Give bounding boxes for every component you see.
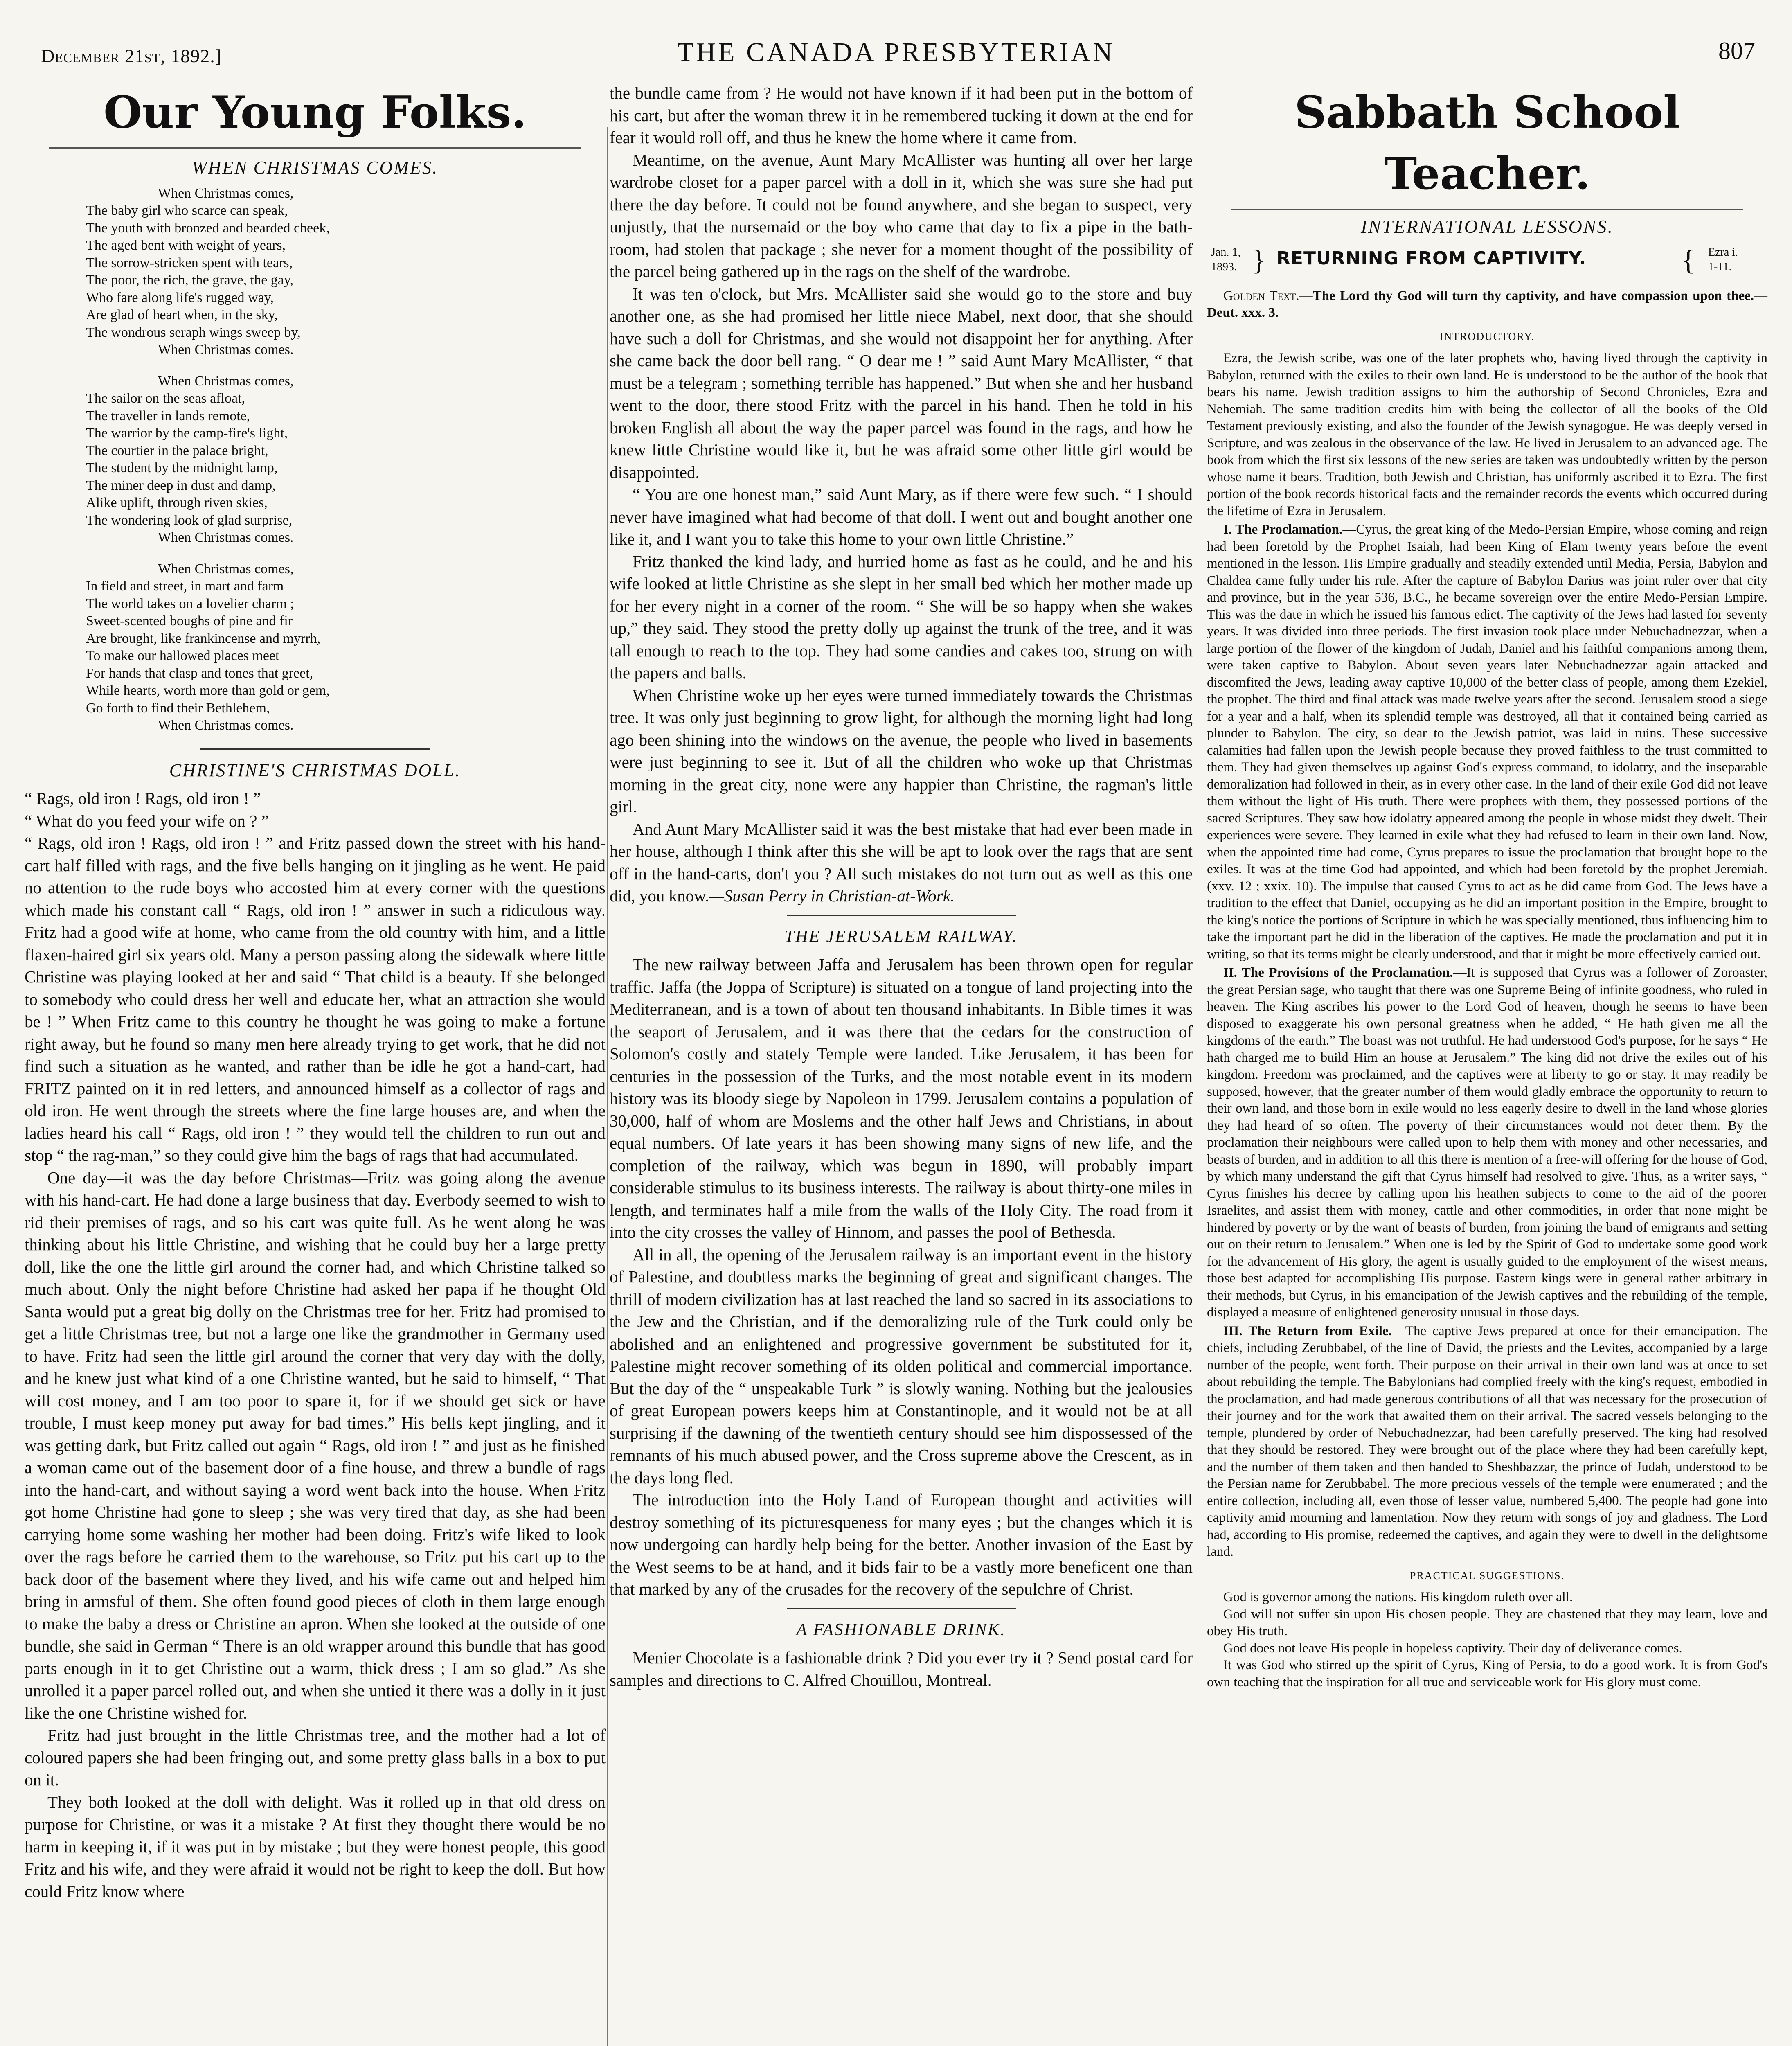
lesson-title: RETURNING FROM CAPTIVITY. bbox=[1276, 248, 1587, 269]
story-paragraph: “ Rags, old iron ! Rags, old iron ! ” bbox=[25, 789, 261, 808]
poem-stanza bbox=[86, 185, 606, 359]
article-divider bbox=[787, 1608, 1016, 1609]
proclamation-heading: I. The Proclamation. bbox=[1223, 522, 1343, 537]
running-head bbox=[25, 37, 1767, 74]
poem-line: When Christmas comes. bbox=[158, 718, 294, 733]
story-paragraph: “ What do you feed your wife on ? ” bbox=[25, 811, 269, 830]
provisions-paragraph bbox=[1207, 964, 1767, 1321]
golden-text bbox=[1207, 288, 1767, 322]
poem-title: WHEN CHRISTMAS COMES. bbox=[192, 158, 438, 178]
poem-line: Are glad of heart when, in the sky, bbox=[86, 307, 278, 322]
golden-text-label: Golden Text. bbox=[1223, 288, 1299, 303]
lesson-reference bbox=[1708, 245, 1738, 275]
railway-title: THE JERUSALEM RAILWAY. bbox=[784, 927, 1018, 946]
column-middle bbox=[610, 82, 1193, 1691]
poem-line: Sweet-scented boughs of pine and fir bbox=[86, 613, 293, 629]
column-sabbath-school bbox=[1207, 82, 1767, 1691]
practical-suggestion: God will not suffer sin upon His chosen people. They are chastened that they may learn, love and obey His truth. bbox=[1207, 1607, 1767, 1638]
poem-line: When Christmas comes, bbox=[158, 185, 294, 201]
practical-heading: PRACTICAL SUGGESTIONS. bbox=[1409, 1569, 1565, 1582]
poem-line: The warrior by the camp-fire's light, bbox=[86, 426, 288, 441]
story-paragraph: “ Rags, old iron ! Rags, old iron ! ” and Fritz passed down the street with his hand-cart half filled with rags, and the five bells hanging on it jingling as he went. He paid no attention to the rude boys who accosted him at every corner with the questions which made his constant call “ Rags, old iron ! ” answer in such a ridiculous way. Fritz had a good wife at home, who came from the old country with him, and a little flaxen-haired girl six years old. Many a person passing along the sidewalk where little Christine was playing looked at her and said “ That child is a beauty. If she belonged to somebody who could dress her well and educate her, what an attraction she would be ! ” When Fritz came to this country he thought he was going to make a fortune right away, but he found so many men here already trying to get work, that he did not find such a situation as he wanted, and rather than be idle he got a hand-cart, had FRITZ painted on it in red letters, and announced himself as a collector of rags and old iron. He went through the streets where the fine large houses are, and when the ladies heard his call “ Rags, old iron ! ” they would tell the children to run out and stop “ the rag-man,” so they could give him the bags of rags that had accumulated. bbox=[25, 834, 606, 1165]
poem-line: The poor, the rich, the grave, the gay, bbox=[86, 273, 294, 288]
return-text: —The captive Jews prepared at once for their emancipation. The chiefs, including Zerubbabel, of the line of David, the priests and the Levites, accompanied by a large number of the people, went forth. Their purpose on their arrival in their own land was at once to set about rebuilding the temple. The Babylonians had complied freely with the king's request, embodied in the proclamation, and had made generous contributions of all that was necessary for the prosecution of their journey and for the work that awaited them on their arrival. The sacred vessels belonging to the temple, plundered by order of Nebuchadnezzar, had been carefully preserved. The king had resolved that they should be restored. They were brought out of the place where they had been carefully kept, and the number of them taken and then handed to Sheshbazzar, the prince of Judah, understood to be the Persian name for Zerubbabel. The more precious vessels of the temple were enumerated ; and the entire collection, including all, even those of lesser value, numbered 5,400. The people had gone into captivity amid mourning and lamentation. Now they return with songs of joy and gladness. The Lord had, according to His promise, redeemed the captives, and again they were to dwell in the delightsome land. bbox=[1207, 1323, 1767, 1559]
railway-paragraph: The new railway between Jaffa and Jerusalem has been thrown open for regular traffic. Jaffa (the Joppa of Scripture) is situated on a tongue of land projecting into the Mediterranean, and is a town of about ten thousand inhabitants. In Bible times it was the seaport of Jerusalem, and it was there that the cedars for the construction of Solomon's costly and stately Temple were landed. Like Jerusalem, it has been for centuries in the possession of the Turks, and the most notable event in its modern history was its bloody siege by Napoleon in 1799. Jerusalem contains a population of 30,000, half of whom are Moslems and the other half Jews and Christians, in about equal numbers. Of late years it has been showing many signs of new life, and the completion of the railway, which was begun in 1890, will probably impart considerable stimulus to its business interests. The railway is about thirty-one miles in length, and terminates half a mile from the walls of the Holy City. The road from it into the city crosses the valley of Hinnom, and passes the pool of Bethesda. bbox=[610, 955, 1193, 1242]
brace-glyph: } bbox=[1252, 244, 1266, 276]
story-title: CHRISTINE'S CHRISTMAS DOLL. bbox=[169, 760, 461, 780]
header-rule bbox=[1231, 209, 1743, 210]
section-title-sabbath-school: Sabbath School Teacher. bbox=[1294, 87, 1680, 200]
poem-line: In field and street, in mart and farm bbox=[86, 579, 284, 594]
poem-stanza bbox=[86, 373, 606, 547]
story-paragraph: the bundle came from ? He would not have known if it had been put in the bottom of his cart, but after the woman threw it in he remembered tucking it down at the end for fear it would roll off, and thus he knew the home where it came from. bbox=[610, 83, 1193, 147]
story-paragraph: Meantime, on the avenue, Aunt Mary McAllister was hunting all over her large wardrobe closet for a paper parcel with a doll in it, which she was sure she had put there the day before. It could not be found anywhere, and she began to suspect, very unjustly, that the nursemaid or the boy who came that day to fix a pipe in the bath-room, had stolen that package ; she never for a moment thought of the possibility of the parcel being gathered up in the rags on the shelf of the wardrobe. bbox=[610, 150, 1193, 281]
story-paragraph: When Christine woke up her eyes were turned immediately towards the Christmas tree. It was only just beginning to grow light, for although the morning light had long ago been shining into the windows on the avenue, the people who lived in basements were just beginning to see it. But of all the children who woke up that Christmas morning in the great city, none were any happier than Christine, the ragman's little girl. bbox=[610, 685, 1193, 816]
issue-date: December 21st, 1892.] bbox=[41, 45, 222, 66]
poem-line: The youth with bronzed and bearded cheek, bbox=[86, 220, 330, 236]
golden-text-body: —The Lord thy God will turn thy captivity, and have compassion upon thee.—Deut. xxx. 3. bbox=[1207, 288, 1768, 320]
provisions-heading: II. The Provisions of the Proclamation. bbox=[1223, 965, 1453, 980]
poem-line: When Christmas comes, bbox=[158, 561, 294, 577]
page-number: 807 bbox=[1718, 37, 1755, 64]
proclamation-text: —Cyrus, the great king of the Medo-Persian Empire, whose coming and reign had been foretold by the Prophet Isaiah, had been King of Elam twenty years before the event mentioned in the lesson. His Empire gradually and steadily extended until Media, Persia, Babylon and Chaldea came fully under his rule. After the capture of Babylon Darius was joint ruler over that city and province, but in the year 536, B.C., he became sovereign over the entire Medo-Persian Empire. This was the date in which he issued his famous edict. The captivity of the Jews had lasted for seventy years. It was divided into three periods. The first invasion took place under Nebuchadnezzar, when a large portion of the flower of the kingdom of Judah, Daniel and his faithful companions among them, were taken captive to Babylon. About seven years later Nebuchadnezzar again attacked and discomfited the Jews, leading away captive 10,000 of the better class of people, among them Ezekiel, the prophet. The third and final attack was made twelve years after the second. Jerusalem stood a siege for a year and a half, when its splendid temple was destroyed, all that it contained being carried as plunder to Babylon. The city, so dear to the Jewish patriot, was laid in ruins. These successive calamities had fallen upon the Jewish people because they proved faithless to the trust committed to them. They had given themselves up against God's express command, to idolatry, and the inseparable demoralization had followed in their, as in every other case. In the land of their exile God did not leave them without the light of His truth. There were prophets with them, they possessed portions of the sacred Scriptures. They saw how idolatry appeared among the people in whose midst they dwelt. Their experiences were severe. They learned in exile what they had refused to learn in their own land. Now, when the appointed time had come, Cyrus prepares to issue the proclamation that brought hope to the exiles. It was at the time God had appointed, and which had been foretold by the prophet Jeremiah. (xxv. 12 ; xxix. 10). The impulse that caused Cyrus to act as he did came from God. The Jews have a tradition to the effect that Daniel, occupying as he did an important position in the Empire, brought to the king's notice the portions of Scripture in which he was specially mentioned, thus influencing him to take the important part he did in the liberation of the captives. He made the proclamation and put it in writing, so that its terms might be clearly understood, and that it might be more effectively carried out. bbox=[1207, 522, 1767, 962]
column-rule bbox=[607, 127, 608, 2046]
poem-line: The aged bent with weight of years, bbox=[86, 238, 286, 253]
introductory-paragraph: Ezra, the Jewish scribe, was one of the later prophets who, having lived through the captivity in Babylon, returned with the exiles to their own land. He is understood to be the author of the book that bears his name. Jewish tradition assigns to him the authorship of Second Chronicles, Ezra and Nehemiah. The same tradition credits him with being the collector of all the books of the Old Testament previously existing, and also the founder of the Jewish synagogue. He was deeply versed in Scripture, and was zealous in the observance of the law. He lived in Jerusalem to an advanced age. The book from which the first six lessons of the new series are taken was undoubtedly written by the person whose name it bears. Tradition, both Jewish and Christian, has uniformly ascribed it to Ezra. The first portion of the book records historical facts and the remainder records the events which occurred during the lifetime of Ezra in Jerusalem. bbox=[1207, 351, 1767, 518]
poem-line: The student by the midnight lamp, bbox=[86, 460, 278, 475]
provisions-text: —It is supposed that Cyrus was a follower of Zoroaster, the great Persian sage, who taught that there was one Supreme Being of infinite goodness, who ruled in heaven. The King ascribes his power to the Lord God of heaven, though he seems to have been disposed to exaggerate his own personal greatness when he added, “ He hath given me all the kingdoms of the earth.” The boast was not truthful. He had understood God's purpose, for he says “ He hath charged me to build Him an house at Jerusalem.” The king did not drive the exiles out of his kingdom. Freedom was proclaimed, and the captives were at liberty to go or stay. It may readily be supposed, however, that the greater number of them would gladly embrace the opportunity to return to their own land, and those born in exile would no less eagerly desire to dwell in the land whose glories they had heard of so often. The poverty of their circumstances would not deter them. By the proclamation their neighbours were called upon to help them with money and other necessaries, and beasts of burden, and in addition to all this there is mention of a free-will offering for the house of God, by which many understand the gift that Cyrus himself had resolved to give. Thus, as a writer says, “ Cyrus finishes his decree by calling upon his heathen subjects to come to the aid of the poorer Israelites, and assist them with money, cattle and other commodities, in order that none might be hindered by poverty or by the want of beasts of burden, from joining the band of emigrants and setting out on their return to Jerusalem.” When one is led by the Spirit of God to undertake some good work for the advancement of His glory, the agent is usually guided to the employment of the wisest means, those best adapted for accomplishing His purpose. Eastern kings were in general rather arbitrary in their methods, but Cyrus, in his emancipation of the Jewish captives and the rebuilding of the temple, displayed a measure of enlightened generosity unusual in those days. bbox=[1207, 965, 1767, 1320]
poem-line: The wondering look of glad surprise, bbox=[86, 512, 293, 528]
practical-suggestion: God is governor among the nations. His kingdom ruleth over all. bbox=[1223, 1590, 1573, 1604]
practical-suggestion: God does not leave His people in hopeless captivity. Their day of deliverance comes. bbox=[1223, 1640, 1682, 1656]
column-young-folks bbox=[25, 82, 606, 1902]
story-paragraph-last bbox=[610, 818, 1193, 907]
publication-title: THE CANADA PRESBYTERIAN bbox=[677, 37, 1115, 67]
lesson-date-line: Jan. 1, bbox=[1211, 246, 1241, 259]
story-paragraph: “ You are one honest man,” said Aunt Mary, as if there were few such. “ I should never have imagined what had become of that doll. I went out and bought another one like it, and I want you to take this home to your own little Christine.” bbox=[610, 485, 1193, 548]
drink-title: A FASHIONABLE DRINK. bbox=[796, 1620, 1006, 1639]
header-rule bbox=[49, 147, 581, 149]
poem-line: The world takes on a lovelier charm ; bbox=[86, 596, 294, 611]
poem-line: The sailor on the seas afloat, bbox=[86, 391, 245, 406]
newspaper-page bbox=[25, 16, 1767, 2046]
international-lessons-subtitle: INTERNATIONAL LESSONS. bbox=[1360, 216, 1614, 237]
poem-line: Alike uplift, through riven skies, bbox=[86, 495, 268, 510]
poem-stanza bbox=[86, 561, 606, 735]
poem-line: While hearts, worth more than gold or gem, bbox=[86, 683, 330, 698]
poem-line: The baby girl who scarce can speak, bbox=[86, 203, 288, 218]
poem-line: Who fare along life's rugged way, bbox=[86, 290, 274, 305]
introductory-heading: INTRODUCTORY. bbox=[1439, 330, 1535, 343]
poem-line: The sorrow-stricken spent with tears, bbox=[86, 255, 293, 270]
railway-paragraph: The introduction into the Holy Land of European thought and activities will destroy something of its picturesqueness for many eyes ; but the changes which it is now undergoing can hardly help being for the better. Another invasion of the East by the West seems to be at hand, and it bids fair to be a vastly more beneficent one than that marked by any of the crusades for the recovery of the sepulchre of Christ. bbox=[610, 1490, 1193, 1598]
proclamation-paragraph bbox=[1207, 521, 1767, 963]
story-paragraph: Fritz had just brought in the little Christmas tree, and the mother had a lot of coloured papers she had been fringing out, and some pretty glass balls in a box to put on it. bbox=[25, 1726, 606, 1789]
practical-suggestion: It was God who stirred up the spirit of Cyrus, King of Persia, to do a good work. It is from God's own teaching that the inspiration for all true and serviceable work for His glory must come. bbox=[1207, 1658, 1767, 1690]
lesson-date bbox=[1211, 245, 1240, 275]
brace-glyph: { bbox=[1682, 244, 1695, 276]
article-divider bbox=[200, 748, 430, 750]
poem-line: The courtier in the palace bright, bbox=[86, 443, 268, 458]
poem-line: The traveller in lands remote, bbox=[86, 408, 250, 424]
story-paragraph: It was ten o'clock, but Mrs. McAllister said she would go to the store and buy another one, as she had promised her little niece Mabel, next door, that she should have such a doll for Christmas, and she would not disappoint her for anything. After she came back the door bell rang. “ O dear me ! ” said Aunt Mary McAllister, “ that must be a telegram ; something terrible has happened.” But when she and her husband went to the door, there stood Fritz with the parcel in his hand. Then he told in his broken English all about the way the paper parcel was found in the rags, and how he knew little Christine would like it, but he was afraid some other little girl would be disappointed. bbox=[610, 284, 1193, 482]
poem-line: The miner deep in dust and damp, bbox=[86, 478, 276, 493]
story-attribution: —Susan Perry in Christian-at-Work. bbox=[709, 886, 955, 905]
story-paragraph-text: And Aunt Mary McAllister said it was the best mistake that had ever been made in her house, although I think after this she will be apt to look over the rags that are sent off in the hand-carts, don't you ? All such mistakes do not turn out as well as this one did, you know. bbox=[610, 819, 1193, 905]
poem-line: Go forth to find their Bethlehem, bbox=[86, 700, 270, 716]
article-divider bbox=[787, 915, 1016, 916]
poem-line: When Christmas comes. bbox=[158, 342, 294, 357]
return-paragraph bbox=[1207, 1323, 1767, 1561]
poem-line: To make our hallowed places meet bbox=[86, 648, 279, 663]
story-paragraph: Fritz thanked the kind lady, and hurried home as fast as he could, and he and his wife looked at little Christine as she slept in her small bed which her mother made up for her every night in a corner of the room. “ She will be so happy when she wakes up,” they said. They stood the pretty dolly up against the trunk of the tree, and it was tall enough to reach to the top. They had some candies and cakes too, strung on with the papers and balls. bbox=[610, 552, 1193, 682]
poem-line: Are brought, like frankincense and myrrh, bbox=[86, 631, 321, 646]
poem-line: For hands that clasp and tones that greet, bbox=[86, 665, 313, 681]
return-heading: III. The Return from Exile. bbox=[1223, 1323, 1392, 1338]
lesson-heading bbox=[1207, 243, 1767, 288]
poem-line: When Christmas comes. bbox=[158, 530, 294, 545]
lesson-reference-line: Ezra i. bbox=[1708, 246, 1738, 259]
poem-line: The wondrous seraph wings sweep by, bbox=[86, 324, 301, 340]
lesson-reference-line: 1-11. bbox=[1708, 260, 1732, 273]
story-paragraph: One day—it was the day before Christmas—Fritz was going along the avenue with his hand-cart. He had done a large business that day. Everbody seemed to wish to rid their premises of rags, and so his cart was quite full. As he went along he was thinking about his little Christine, and wishing that he could buy her a large pretty doll, like the one the little girl around the corner had, and which Christine talked so much about. Only the night before Christine had asked her papa if he thought Old Santa would put a great big dolly on the Christmas tree for her. Fritz had promised to get a little Christmas tree, but not a large one like the grandmother in Germany used to have. Fritz had seen the little girl around the corner that very day with the dolly, and he knew just what kind of a one Christine wanted, but he said to himself, “ That will cost money, and I am too poor to spare it, for if we should get sick or have trouble, I must keep money put away for bad times.” His bells kept jingling, and it was getting dark, but Fritz called out again “ Rags, old iron ! ” and just as he finished a woman came out of the basement door of a fine house, and threw a bundle of rags into the hand-cart, and without saying a word went back into the house. When Fritz got home Christine had gone to sleep ; she was very tired that day, as she had been carrying home some washing her mother had been doing. Fritz's wife liked to look over the rags before he carried them to the warehouse, so Fritz put his cart up to the back door of the basement where they lived, and his wife came out and helped him bring in armsful of them. She often found good pieces of cloth in them large enough to make the baby a dress or Christine an apron. When she looked at the outside of one bundle, she said in German “ There is an old wrapper around this bundle that has good parts enough in it to get Christine out a warm, thick dress ; I am so glad.” As she unrolled it a paper parcel rolled out, and when she untied it there was a dolly in it just like the one Christine wished for. bbox=[25, 1168, 606, 1722]
poem-when-christmas-comes bbox=[86, 185, 606, 735]
railway-paragraph: All in all, the opening of the Jerusalem railway is an important event in the history of Palestine, and doubtless marks the beginning of great and significant changes. The thrill of modern civilization has at last reached the land so sacred in its associations to the Jew and the Christian, and if the demoralizing rule of the Turk could only be abolished and an enlightened and progressive government be substituted for it, Palestine might recover something of its olden political and commercial importance. But the day of the “ unspeakable Turk ” is slowly waning. Nothing but the jealousies of great European powers keeps him at Constantinople, and it would not be at all surprising if the dawning of the twentieth century should see him dispossessed of the remnants of his much abused power, and the Cross supreme above the Crescent, as in the days long fled. bbox=[610, 1245, 1193, 1487]
poem-line: When Christmas comes, bbox=[158, 373, 294, 389]
lesson-date-line: 1893. bbox=[1211, 260, 1237, 273]
drink-paragraph: Menier Chocolate is a fashionable drink ? Did you ever try it ? Send postal card for samples and directions to C. Alfred Chouillou, Montreal. bbox=[610, 1648, 1193, 1690]
story-paragraph: They both looked at the doll with delight. Was it rolled up in that old dress on purpose for Christine, or was it a mistake ? At first they thought there would be no harm in keeping it, if it was put in by mistake ; but they were honest people, this good Fritz and his wife, and they were afraid it would not be right to keep the doll. But how could Fritz know where bbox=[25, 1792, 606, 1901]
section-title-young-folks: Our Young Folks. bbox=[103, 87, 527, 138]
